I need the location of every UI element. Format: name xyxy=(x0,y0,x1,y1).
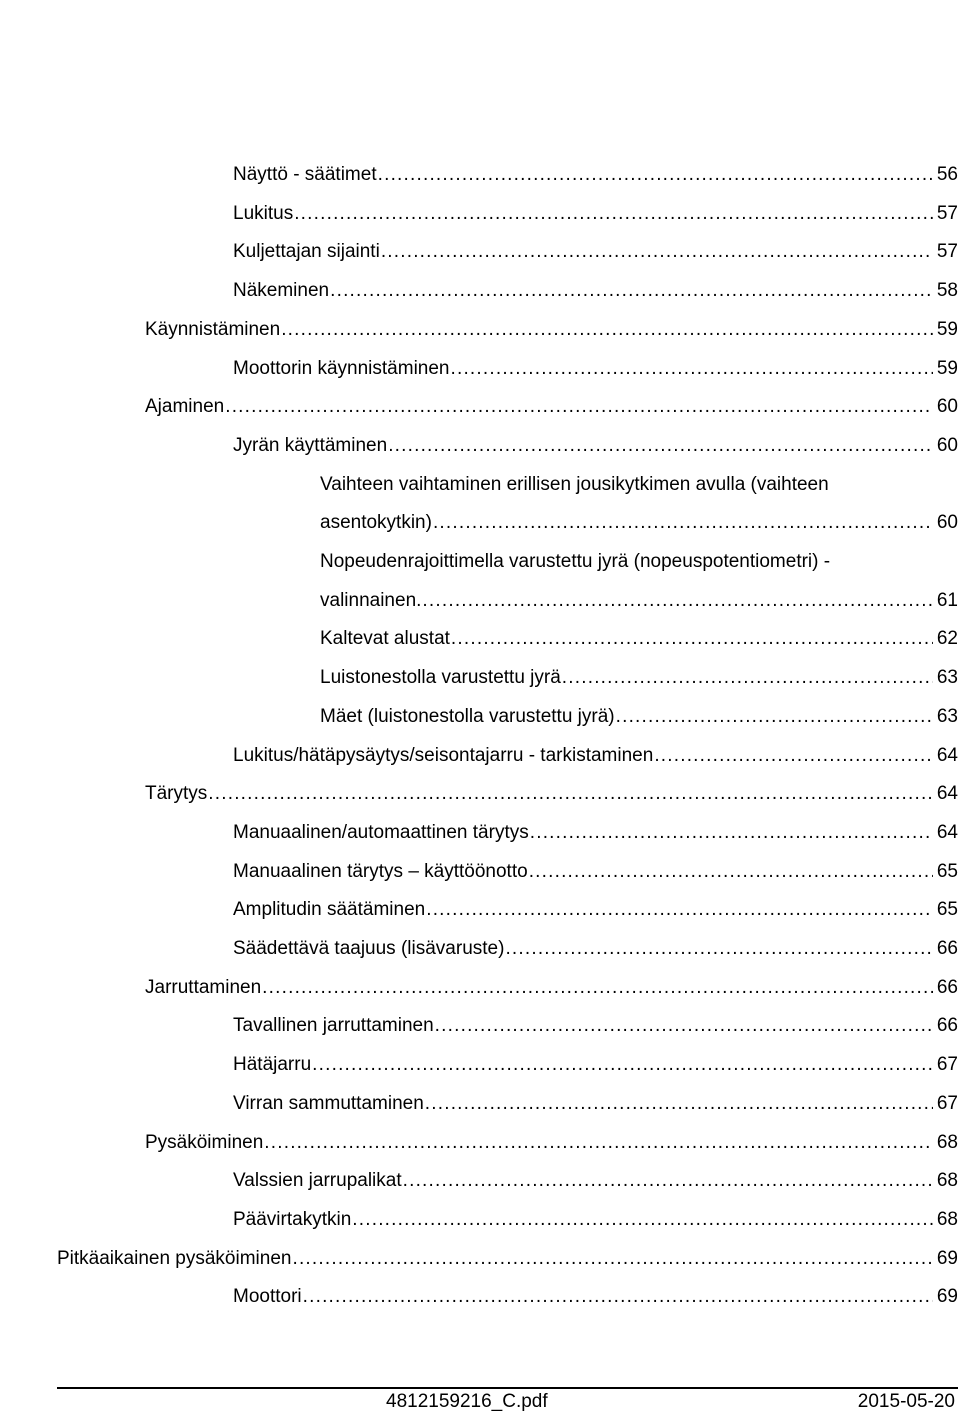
toc-dot-leader xyxy=(435,1007,933,1046)
toc-entry-title: Moottorin käynnistäminen xyxy=(233,357,450,379)
toc-entry-title: Pitkäaikainen pysäköiminen xyxy=(57,1247,292,1269)
toc-page-number: 60 xyxy=(936,434,958,456)
toc-dot-leader xyxy=(262,969,933,1008)
toc-dot-leader xyxy=(451,350,933,389)
toc-entry[interactable] xyxy=(145,311,958,350)
toc-dot-leader xyxy=(530,814,933,853)
toc-entry-title: Pysäköiminen xyxy=(145,1131,264,1153)
toc-entry-title: Manuaalinen tärytys – käyttöönotto xyxy=(233,860,528,882)
toc-entry-title: Vaihteen vaihtaminen erillisen jousikytkimen avulla (vaihteen xyxy=(320,473,829,495)
toc-dot-leader xyxy=(562,659,933,698)
toc-page-number: 66 xyxy=(936,976,958,998)
toc-entry[interactable] xyxy=(233,930,958,969)
toc-entry[interactable] xyxy=(233,233,958,272)
toc-dot-leader xyxy=(225,388,933,427)
toc-page-number: 59 xyxy=(936,318,958,340)
footer-filename: 4812159216_C.pdf xyxy=(386,1391,548,1412)
toc-page-number: 63 xyxy=(936,667,958,689)
toc-entry[interactable] xyxy=(233,1201,958,1240)
toc-dot-leader xyxy=(433,504,933,543)
toc-page-number: 58 xyxy=(936,280,958,302)
toc-entry[interactable] xyxy=(233,156,958,195)
toc-page-number: 64 xyxy=(936,783,958,805)
toc-page-number: 64 xyxy=(936,821,958,843)
toc-entry[interactable] xyxy=(233,1085,958,1124)
toc-page-number: 67 xyxy=(936,1092,958,1114)
toc-entry[interactable] xyxy=(320,620,958,659)
toc-page-number: 64 xyxy=(936,744,958,766)
toc-page-number: 67 xyxy=(936,1054,958,1076)
toc-dot-leader xyxy=(616,698,933,737)
toc-entry[interactable] xyxy=(233,427,958,466)
toc-entry-title: Lukitus/hätäpysäytys/seisontajarru - tarkistaminen xyxy=(233,744,654,766)
toc-entry-title: Hätäjarru xyxy=(233,1054,312,1076)
toc-dot-leader xyxy=(388,427,933,466)
toc-entry[interactable] xyxy=(320,698,958,737)
toc-dot-leader xyxy=(505,930,932,969)
toc-entry-title: Ajaminen xyxy=(145,396,225,418)
toc-entry-title: Käynnistäminen xyxy=(145,318,281,340)
toc-dot-leader xyxy=(281,311,933,350)
toc-entry[interactable] xyxy=(233,737,958,776)
toc-entry-title: Moottori xyxy=(233,1286,302,1308)
toc-entry-title: Nopeudenrajoittimella varustettu jyrä (nopeuspotentiometri) - xyxy=(320,551,831,572)
toc-page-number: 69 xyxy=(936,1286,958,1308)
toc-entry[interactable] xyxy=(233,272,958,311)
toc-page-number: 65 xyxy=(936,860,958,882)
toc-page-number: 66 xyxy=(936,938,958,959)
toc-page-number: 68 xyxy=(936,1170,958,1192)
toc-page-number: 61 xyxy=(936,589,958,611)
toc-entry-title: Päävirtakytkin xyxy=(233,1208,352,1230)
toc-dot-leader xyxy=(303,1278,933,1317)
toc-dot-leader xyxy=(330,272,933,311)
footer-date: 2015-05-20 xyxy=(857,1391,955,1412)
toc-entry-title: Virran sammuttaminen xyxy=(233,1092,424,1114)
toc-entry-title: Mäet (luistonestolla varustettu jyrä) xyxy=(320,705,615,727)
toc-entry[interactable] xyxy=(233,1162,958,1201)
toc-entry[interactable] xyxy=(145,1124,958,1163)
toc-page-number: 69 xyxy=(936,1247,958,1269)
toc-dot-leader xyxy=(422,582,932,621)
toc-page-number: 59 xyxy=(936,357,958,379)
toc-dot-leader xyxy=(381,233,933,272)
toc-entry-title: Jarruttaminen xyxy=(145,976,262,998)
toc-entry-title: Amplitudin säätäminen xyxy=(233,899,426,921)
toc-entry[interactable] xyxy=(57,1240,958,1279)
toc-entry-title: Näkeminen xyxy=(233,280,330,302)
toc-page-number: 60 xyxy=(936,512,958,534)
toc-entry-title: Manuaalinen/automaattinen tärytys xyxy=(233,821,529,843)
toc-entry-title: Säädettävä taajuus (lisävaruste) xyxy=(233,938,505,959)
toc-entry-title: Kuljettajan sijainti xyxy=(233,241,380,263)
toc-entry[interactable] xyxy=(233,1007,958,1046)
toc-entry-title: valinnainen. xyxy=(320,589,422,611)
toc-page-number: 62 xyxy=(936,628,958,650)
toc-entry[interactable] xyxy=(233,1046,958,1085)
toc-page-number: 66 xyxy=(936,1015,958,1037)
toc-dot-leader xyxy=(425,1085,933,1124)
toc-entry-title: Jyrän käyttäminen xyxy=(233,434,388,456)
toc-page-number: 60 xyxy=(936,396,958,418)
toc-dot-leader xyxy=(451,620,933,659)
toc-page-number: 57 xyxy=(936,202,958,224)
toc-entry[interactable] xyxy=(233,891,958,930)
toc-entry-title: Tärytys xyxy=(145,783,208,805)
toc-dot-leader xyxy=(403,1162,933,1201)
toc-dot-leader xyxy=(352,1201,933,1240)
toc-page-number: 57 xyxy=(936,241,958,263)
toc-dot-leader xyxy=(264,1124,933,1163)
toc-entry[interactable] xyxy=(145,775,958,814)
toc-entry[interactable] xyxy=(233,814,958,853)
toc-entry[interactable] xyxy=(320,466,958,543)
toc-entry-title: Valssien jarrupalikat xyxy=(233,1170,402,1192)
toc-entry[interactable] xyxy=(233,195,958,234)
toc-dot-leader xyxy=(426,891,933,930)
toc-entry-title: Lukitus xyxy=(233,202,294,224)
toc-dot-leader xyxy=(529,853,933,892)
toc-entry[interactable] xyxy=(233,350,958,389)
toc-entry-title: asentokytkin) xyxy=(320,512,432,534)
toc-page-number: 56 xyxy=(936,164,958,185)
toc-entry[interactable] xyxy=(233,1278,958,1317)
toc-entry[interactable] xyxy=(145,388,958,427)
toc-page-number: 63 xyxy=(936,705,958,727)
toc-dot-leader xyxy=(312,1046,933,1085)
toc-entry[interactable] xyxy=(320,659,958,698)
toc-entry-title: Kaltevat alustat xyxy=(320,628,450,650)
toc-entry[interactable] xyxy=(145,969,958,1008)
toc-entry[interactable] xyxy=(233,853,958,892)
toc-entry-title: Tavallinen jarruttaminen xyxy=(233,1015,434,1037)
toc-entry-title: Näyttö - säätimet xyxy=(233,164,377,185)
toc-dot-leader xyxy=(654,737,933,776)
toc-page-number: 65 xyxy=(936,899,958,921)
toc-entry[interactable] xyxy=(320,543,958,620)
toc-dot-leader xyxy=(378,156,933,195)
footer-rule xyxy=(57,1387,958,1389)
toc-page-number: 68 xyxy=(936,1131,958,1153)
toc-dot-leader xyxy=(294,195,933,234)
toc-entry-title: Luistonestolla varustettu jyrä xyxy=(320,667,561,689)
toc-dot-leader xyxy=(292,1240,932,1279)
toc-page-number: 68 xyxy=(936,1208,958,1230)
toc-dot-leader xyxy=(208,775,933,814)
